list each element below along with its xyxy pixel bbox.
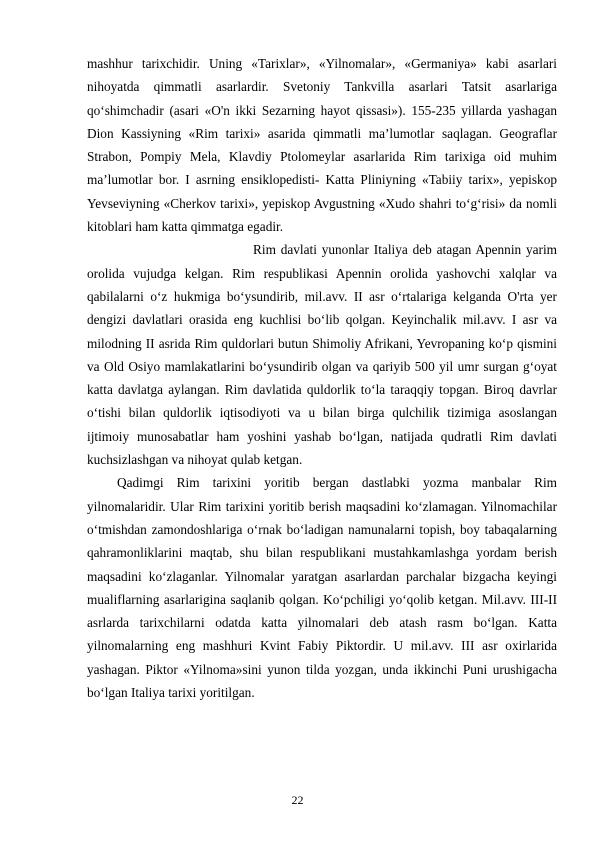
body-text <box>87 52 557 704</box>
paragraph-rome-state: Rim davlati yunonlar Italiya deb atagan Apennin yarim orolida vujudga kelgan. Rim respublikasi Apennin orolida yashovchi xalqlar va qabilalarni o‘z hukmiga bo‘ysundirib, mil.avv. II asr o‘rtalariga kelganda O'rta yer dengizi davlatlari orasida eng kuchlisi bo‘lib qolgan. Keyinchalik mil.avv. I asr va milodning II asrida Rim quldorlari butun Shimoliy Afrikani, Yevropaning ko‘p qismini va Old Osiyo mamlakatlarini bo‘ysundirib olgan va qariyib 500 yil umr surgan g‘oyat katta davlatga aylangan. Rim davlatida quldorlik to‘la taraqqiy topgan. Biroq davrlar o‘tishi bilan quldorlik iqtisodiyoti va u bilan birga qulchilik tizimiga asoslangan ijtimoiy munosabatlar ham yoshini yashab bo‘lgan, natijada qudratli Rim davlati kuchsizlashgan va nihoyat qulab ketgan. <box>87 242 557 468</box>
page-number: 22 <box>291 793 304 807</box>
paragraph-written-sources: Qadimgi Rim tarixini yoritib bergan dastlabki yozma manbalar Rim yilnomalaridir. Ular Rim tarixini yoritib berish maqsadini ko‘zlamagan. Yilnomachilar o‘tmishdan zamondoshlariga o‘rnak bo‘ladigan namunalarni topish, boy tabaqalarning qahramonliklarini maqtab, shu bilan respublikani mustahkamlashga yordam berish maqsadini ko‘zlaganlar. Yilnomalar yaratgan asarlardan parchalar bizgacha keyingi mualiflarning asarlarigina saqlanib qolgan. Ko‘pchiligi yo‘qolib ketgan. Mil.avv. III-II asrlarda tarixchilarni odatda katta yilnomalari deb atash rasm bo‘lgan. Katta yilnomalarning eng mashhuri Kvint Fabiy Piktordir. U mil.avv. III asr oxirlarida yashagan. Piktor «Yilnoma»sini yunon tilda yozgan, unda ikkinchi Puni urushigacha bo‘lgan Italiya tarixi yoritilgan. <box>87 475 557 701</box>
paragraph-continuation: mashhur tarixchidir. Uning «Tarixlar», «Yilnomalar», «Germaniya» kabi asarlari nihoyatda qimmatli asarlardir. Svetoniy Tankvilla asarlari Tatsit asarlariga qo‘shimchadir (asari «O'n ikki Sezarning hayot qissasi»). 155-235 yillarda yashagan Dion Kassiyning «Rim tarixi» asarida qimmatli ma’lumotlar saqlagan. Geograflar Strabon, Pompiy Mela, Klavdiy Ptolomeylar asarlarida Rim tarixiga oid muhim ma’lumotlar bor. I asrning ensiklopedisti- Katta Pliniyning «Tabiiy tarix», yepiskop Yevseviyning «Cherkov tarixi», yepiskop Avgustning «Xudo shahri to‘g‘risi» da nomli kitoblari ham katta qimmatga egadir. <box>87 56 557 235</box>
